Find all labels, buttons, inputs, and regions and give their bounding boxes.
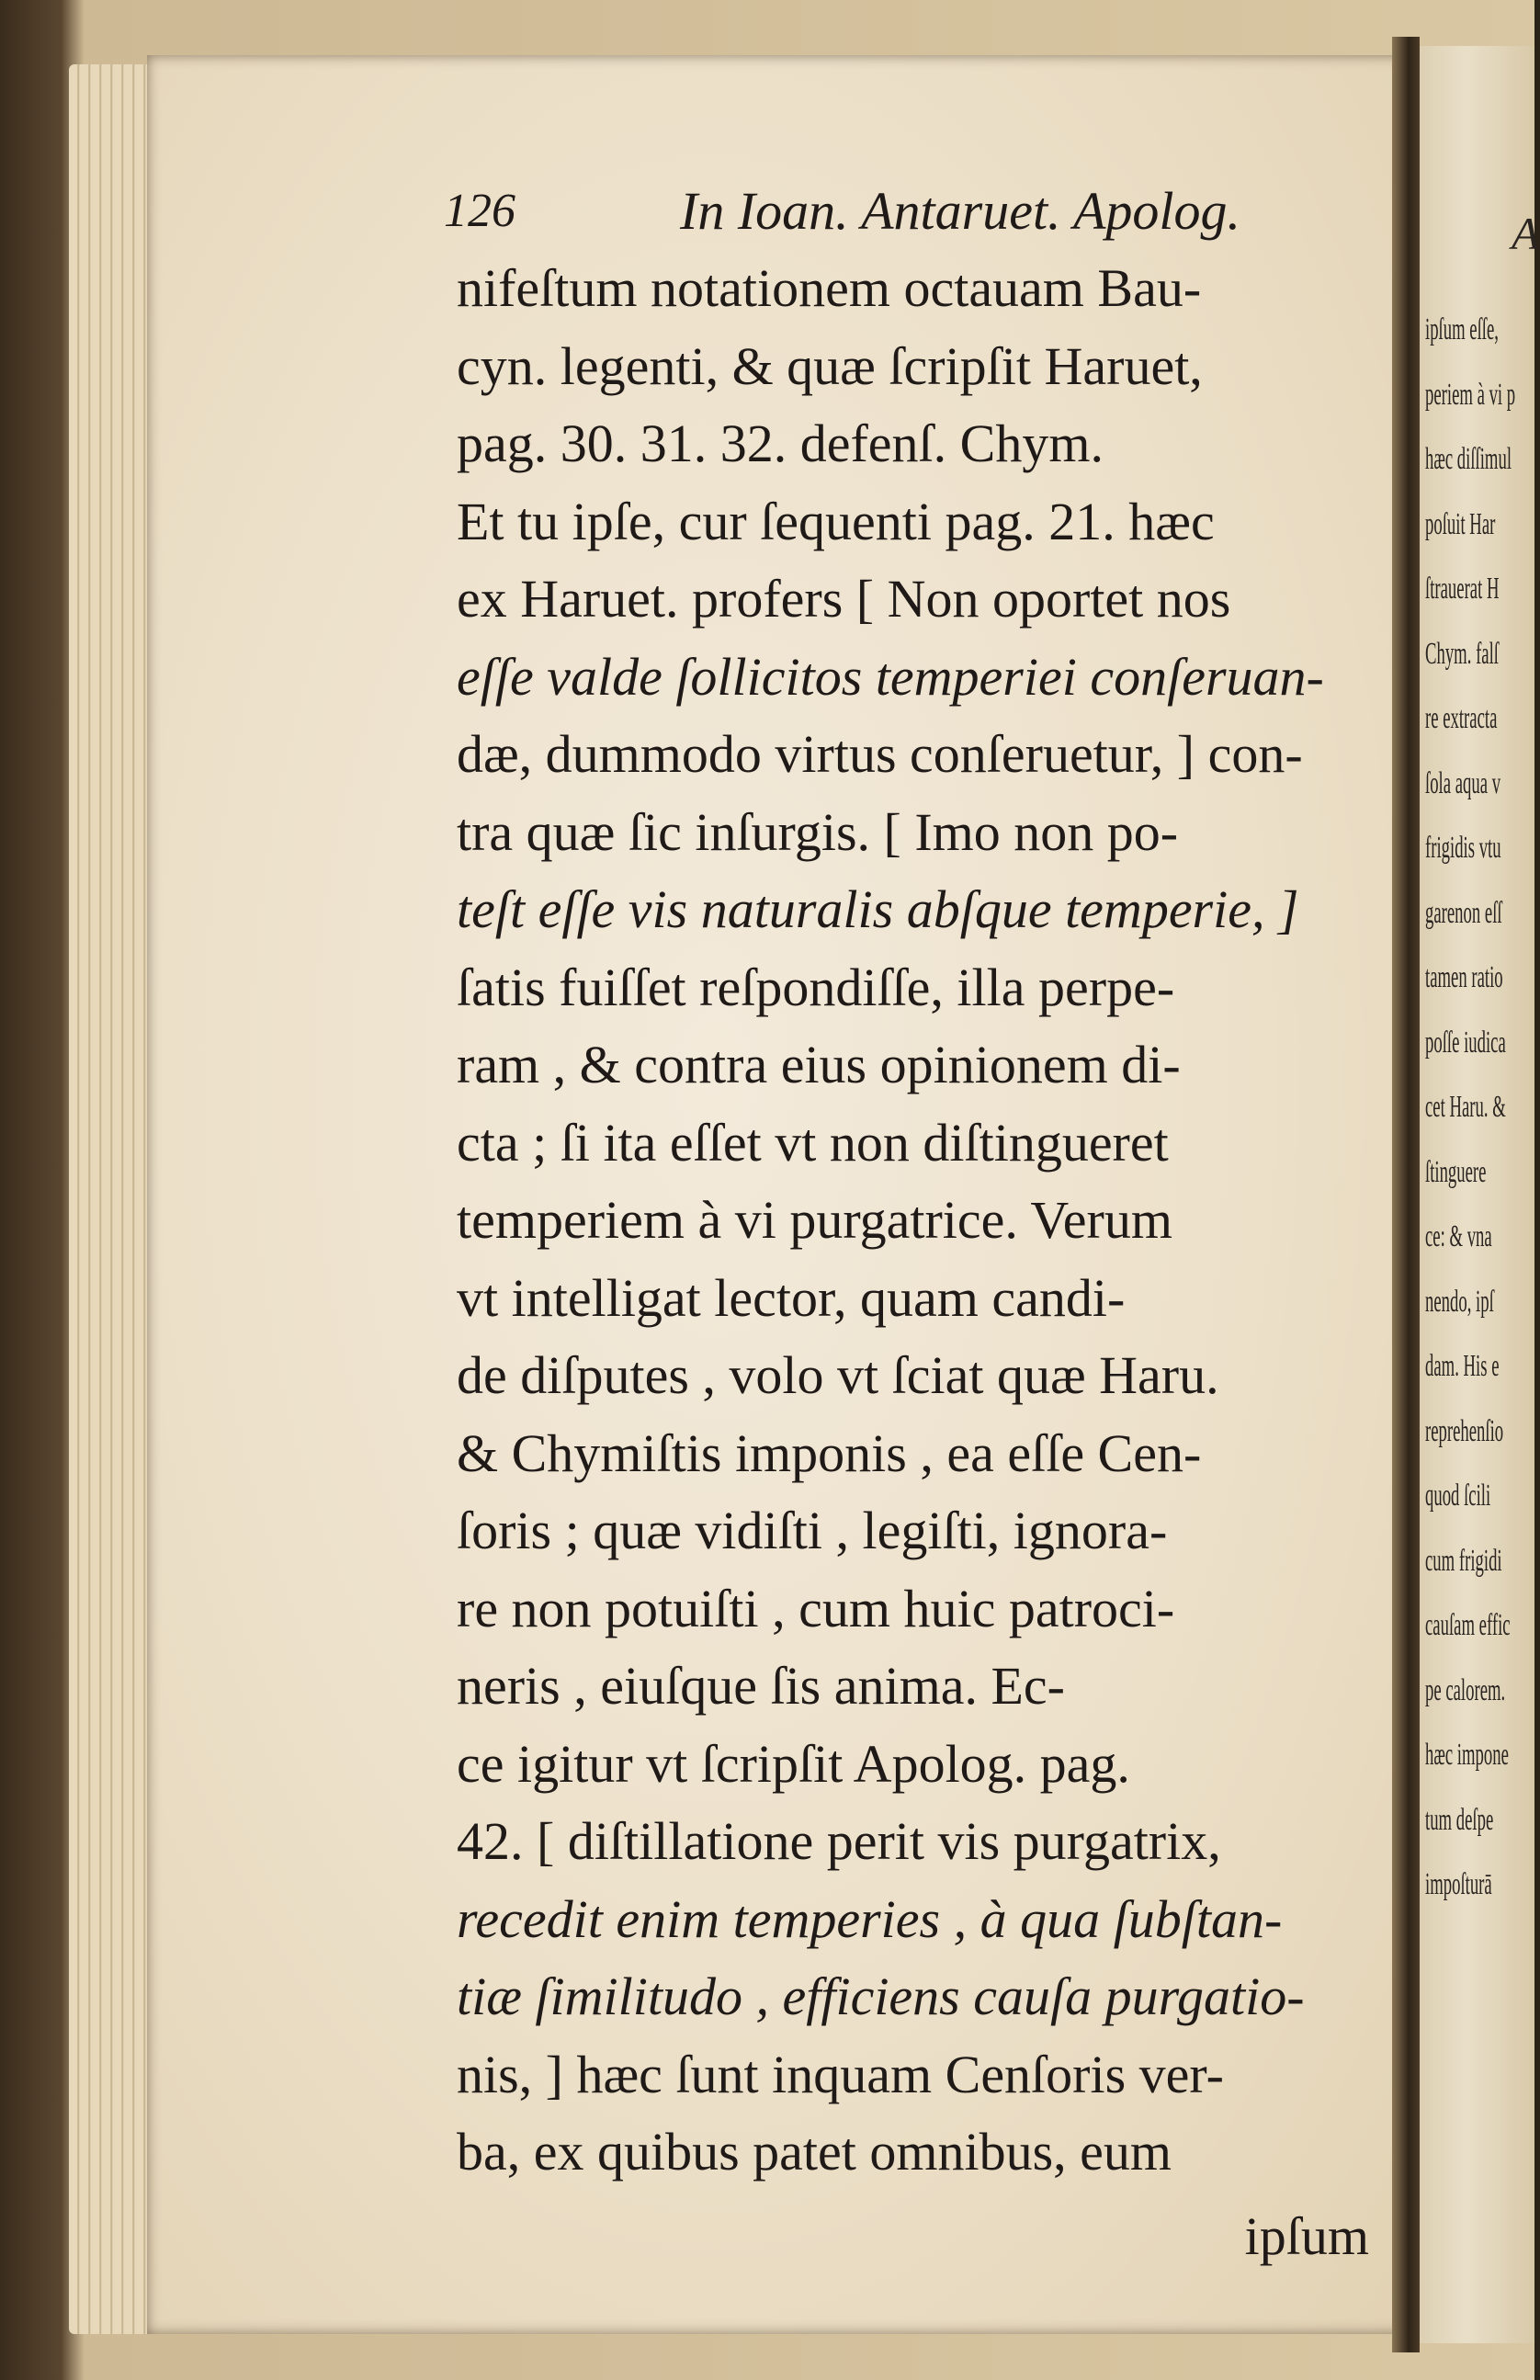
facing-line: re extracta <box>1425 701 1498 735</box>
text-line: ce igitur vt ſcripſit Apolog. pag. <box>457 1733 1130 1794</box>
text-line: & Chymiſtis imponis , ea eſſe Cen- <box>457 1422 1202 1483</box>
facing-line: pe calorem. <box>1425 1672 1506 1707</box>
facing-line: tamen ratio <box>1425 960 1503 994</box>
facing-line: hæc diſſimul <box>1425 442 1512 476</box>
facing-line: cum frigidi <box>1425 1543 1502 1578</box>
text-line: pag. 30. 31. 32. defenſ. Chym. <box>457 414 1104 473</box>
facing-line: ſtrauerat H <box>1425 572 1500 606</box>
facing-line: frigidis vtu <box>1425 831 1501 865</box>
facing-line: nendo, ipſ <box>1425 1284 1494 1319</box>
text-line: teſt eſſe vis naturalis abſque temperie, ] <box>457 879 1299 939</box>
facing-line: poſuit Har <box>1425 506 1496 541</box>
catchword: ipſum <box>1244 2206 1369 2266</box>
text-line: 42. [ diſtillatione perit vis purgatrix, <box>457 1811 1221 1871</box>
facing-line: ce: & vna <box>1425 1219 1492 1253</box>
facing-line: poſſe iudica <box>1425 1025 1506 1060</box>
text-line: ba, ex quibus patet omnibus, eum <box>457 2122 1172 2182</box>
facing-line: tum deſpe <box>1425 1802 1494 1837</box>
text-line: re non potuiſti , cum huic patroci- <box>457 1578 1175 1638</box>
facing-line: Chym. falſ <box>1425 636 1499 671</box>
facing-line: cet Haru. & <box>1425 1090 1506 1124</box>
text-line: tiæ ſimilitudo , efficiens cauſa purgatio- <box>457 1966 1305 2026</box>
text-line: recedit enim temperies , à qua ſubſtan- <box>457 1888 1283 1949</box>
facing-line: impoſturā <box>1425 1867 1492 1901</box>
facing-line: dam. His e <box>1425 1349 1500 1383</box>
facing-line: reprehenſio <box>1425 1413 1504 1448</box>
text-line: neris , eiuſque ſis anima. Ec- <box>457 1656 1065 1716</box>
text-line: ex Haruet. profers [ Non oportet nos <box>457 569 1231 629</box>
facing-line: ſola aqua v <box>1425 765 1501 800</box>
text-line: nis, ] hæc ſunt inquam Cenſoris ver- <box>457 2044 1224 2104</box>
text-line: tra quæ ſic inſurgis. [ Imo non po- <box>457 801 1179 862</box>
text-line: nifeſtum notationem octauam Bau- <box>457 258 1202 318</box>
text-line: ſatis fuiſſet reſpondiſſe, illa perpe- <box>457 957 1175 1017</box>
facing-line: quod ſcili <box>1425 1479 1491 1513</box>
page-number: 126 <box>444 185 515 237</box>
text-line: ram , & contra eius opinionem di- <box>457 1035 1181 1094</box>
text-line: vt intelligat lector, quam candi- <box>457 1267 1126 1328</box>
text-line: dæ, dummodo virtus conſeruetur, ] con- <box>457 724 1303 784</box>
facing-line: ipſum eſſe, <box>1425 312 1499 346</box>
facing-page <box>1420 46 1540 2343</box>
text-line: cta ; ſi ita eſſet vt non diſtingueret <box>457 1112 1169 1173</box>
text-line: Et tu ipſe, cur ſequenti pag. 21. hæc <box>457 491 1215 551</box>
book-gutter <box>1392 37 1420 2352</box>
facing-heading: A <box>1512 208 1540 259</box>
facing-line: ſtinguere <box>1425 1154 1487 1189</box>
facing-line: hæc impone <box>1425 1738 1509 1772</box>
text-line: eſſe valde ſollicitos temperiei conſeruan- <box>457 646 1324 707</box>
text-line: temperiem à vi purgatrice. Verum <box>457 1190 1172 1250</box>
facing-line: cauſam effic <box>1425 1608 1511 1642</box>
facing-line: garenon eſſ <box>1425 895 1502 930</box>
text-line: de diſputes , volo vt ſciat quæ Haru. <box>457 1345 1219 1405</box>
facing-line: periem à vi p <box>1425 377 1516 412</box>
running-title: In Ioan. Antaruet. Apolog. <box>680 181 1241 241</box>
text-line: ſoris ; quæ vidiſti , legiſti, ignora- <box>457 1501 1168 1560</box>
text-line: cyn. legenti, & quæ ſcripſit Haruet, <box>457 335 1203 396</box>
